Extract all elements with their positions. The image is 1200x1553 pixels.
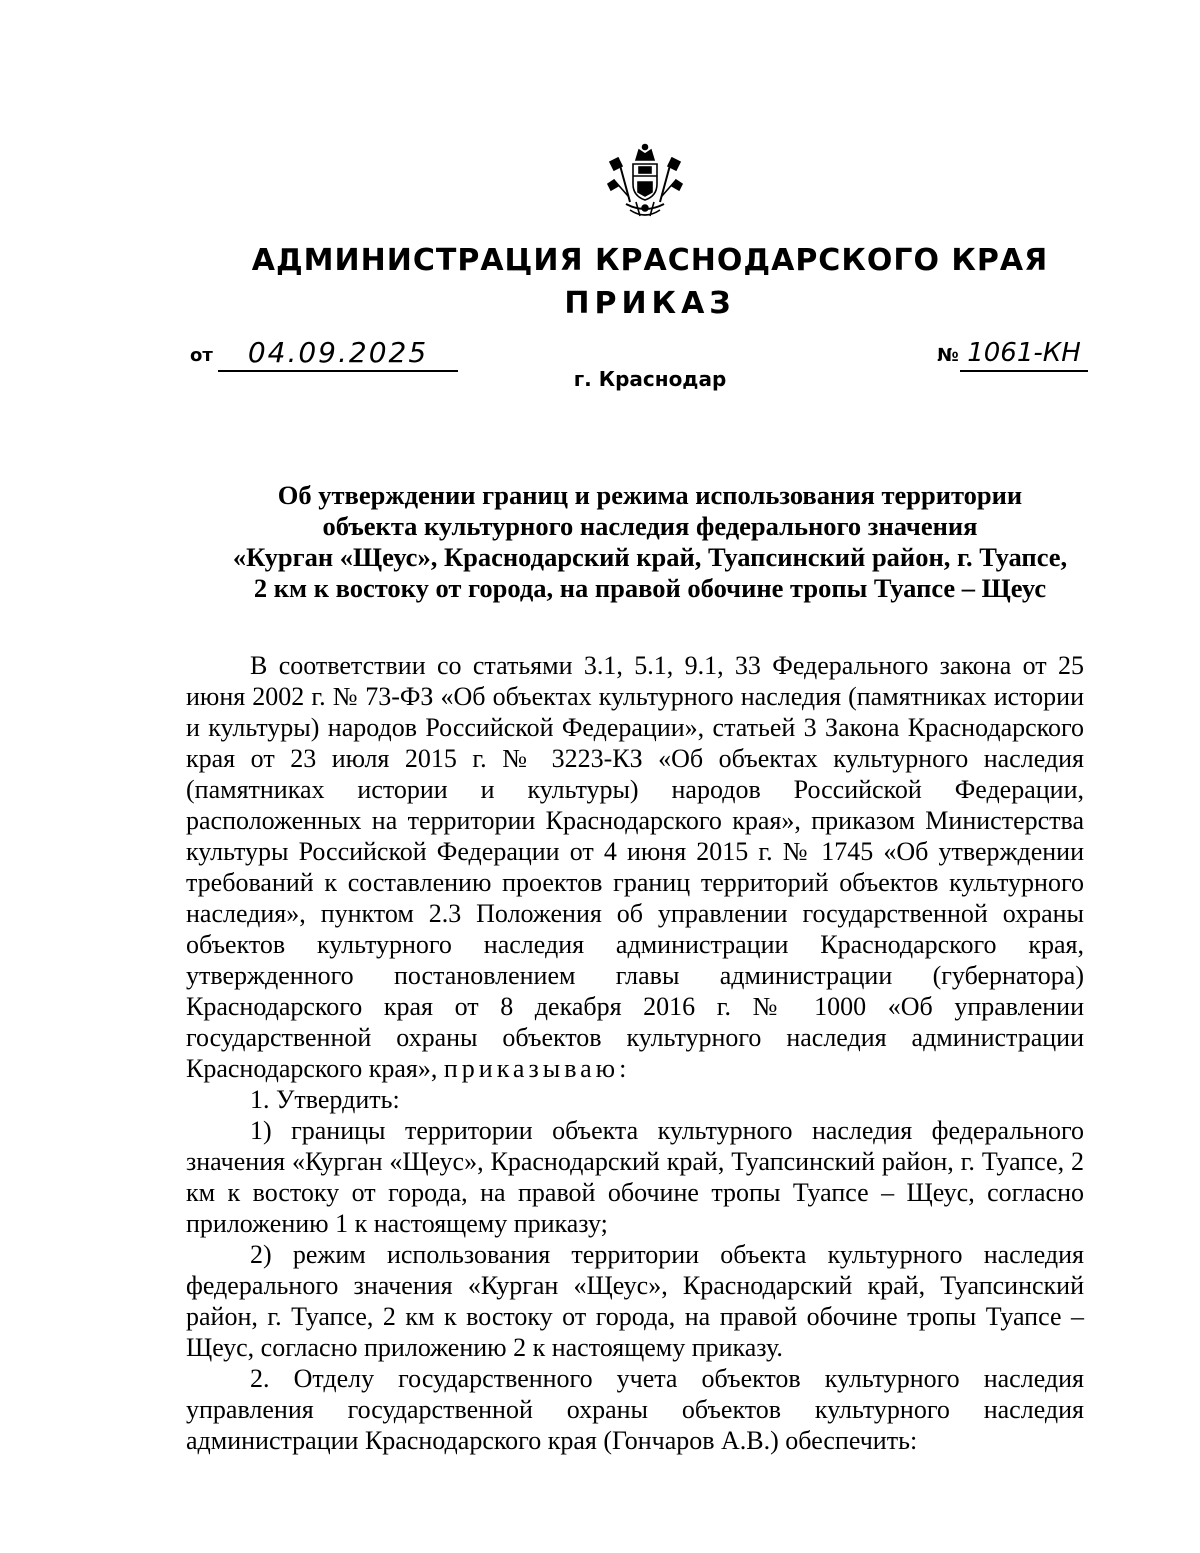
title-line: 2 км к востоку от города, на правой обочине тропы Туапсе – Щеус <box>253 573 1047 603</box>
date-value-handwritten: 04.09.2025 <box>218 336 458 372</box>
item-1-2: 2) режим использования территории объекта культурного наследия федерального значения «Курган «Щеус», Краснодарский край, Туапсинский район, г. Туапсе, 2 км к востоку от города, на правой обочине тропы Туапсе – Щеус, согласно приложению 2 к настоящему приказу. <box>186 1240 1084 1362</box>
document-title <box>180 480 1120 604</box>
organization-name: АДМИНИСТРАЦИЯ КРАСНОДАРСКОГО КРАЯ <box>251 243 1049 278</box>
date-label: от <box>190 345 213 366</box>
title-line: «Курган «Щеус», Краснодарский край, Туапсинский район, г. Туапсе, <box>232 542 1068 572</box>
number-value-handwritten: 1061-КН <box>960 336 1088 372</box>
document-body <box>186 650 1084 1456</box>
preamble-paragraph <box>186 650 1084 1084</box>
order-word: приказываю: <box>443 1054 631 1083</box>
title-line: Об утверждении границ и режима использования территории <box>277 480 1023 510</box>
item-1-1: 1) границы территории объекта культурного наследия федерального значения «Курган «Щеус», Краснодарский край, Туапсинский район, г. Туапсе, 2 км к востоку от города, на правой обочине тропы Туапсе – Щеус, согласно приложению 1 к настоящему приказу; <box>186 1116 1084 1238</box>
coat-of-arms-emblem <box>606 140 684 222</box>
document-type: ПРИКАЗ <box>564 286 736 321</box>
number-label: № <box>937 345 959 366</box>
city-label: г. Краснодар <box>573 367 727 391</box>
item-2: 2. Отделу государственного учета объектов культурного наследия управления государственной охраны объектов культурного наследия администрации Краснодарского края (Гончаров А.В.) обеспечить: <box>186 1364 1084 1455</box>
title-line: объекта культурного наследия федерального значения <box>322 511 978 541</box>
preamble-text: В соответствии со статьями 3.1, 5.1, 9.1, 33 Федерального закона от 25 июня 2002 г. № 73-ФЗ «Об объектах культурного наследия (памятниках истории и культуры) народов Российской Федерации», статьей 3 Закона Краснодарского края от 23 июля 2015 г. № 3223-КЗ «Об объектах культурного наследия (памятниках истории и культуры) народов Российской Федерации, расположенных на территории Краснодарского края», приказом Министерства культуры Российской Федерации от 4 июня 2015 г. № 1745 «Об утверждении требований к составлению проектов границ территорий объектов культурного наследия», пунктом 2.3 Положения об управлении государственной охраны объектов культурного наследия администрации Краснодарского края, утвержденного постановлением главы администрации (губернатора) Краснодарского края от 8 декабря 2016 г. № 1000 «Об управлении государственной охраны объектов культурного наследия администрации Краснодарского края», <box>186 651 1084 1083</box>
item-1: 1. Утвердить: <box>250 1085 400 1114</box>
